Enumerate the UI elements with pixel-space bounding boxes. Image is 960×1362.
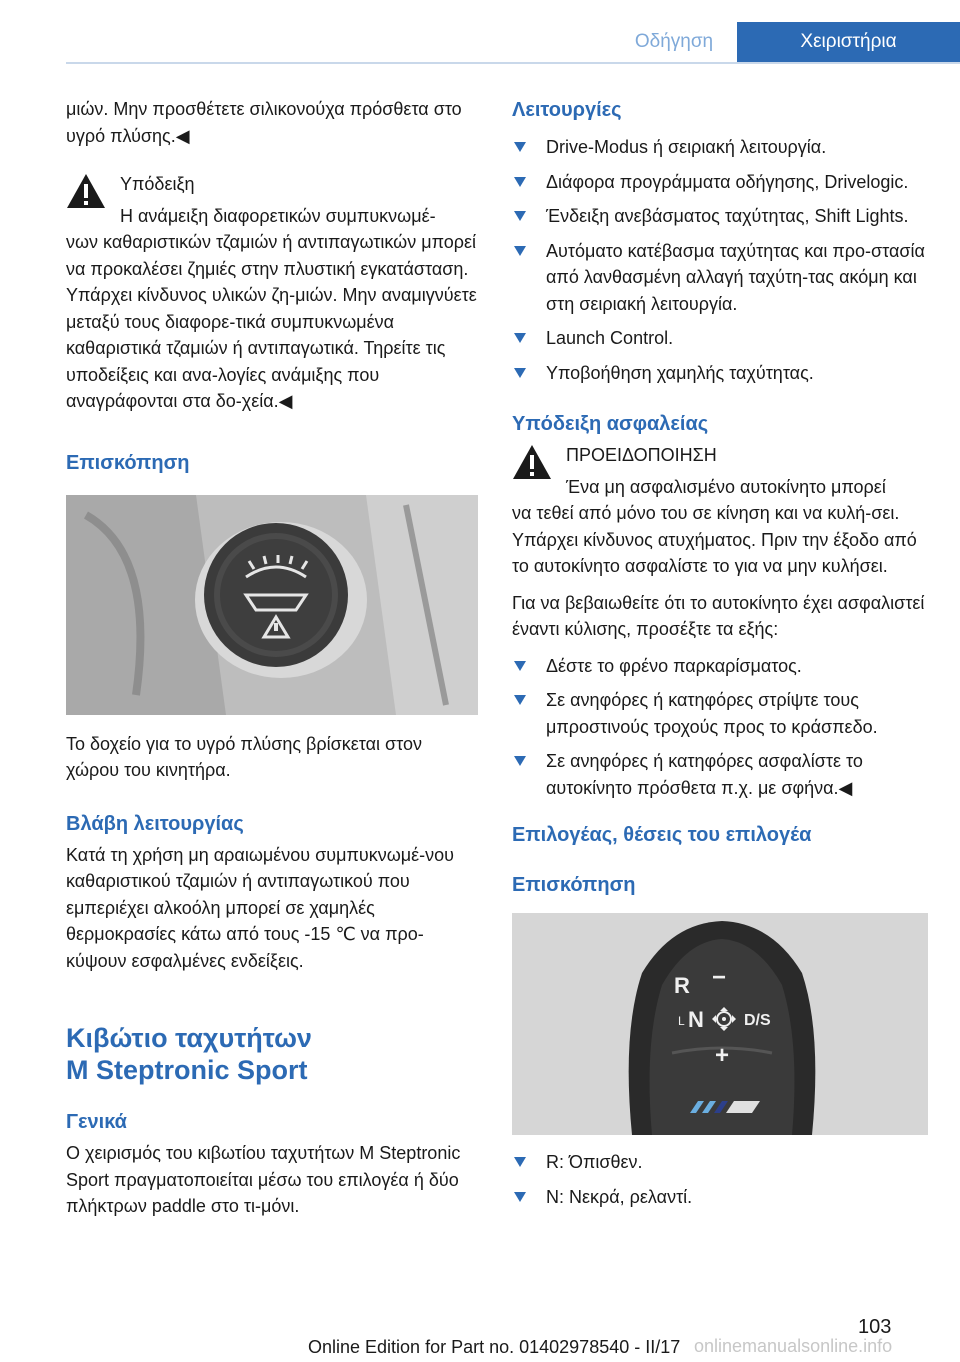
- bullet-triangle-icon: [514, 142, 526, 152]
- bullet-triangle-icon: [514, 368, 526, 378]
- washer-reservoir-photo: [66, 495, 478, 715]
- gear-label-n: N: [688, 1007, 704, 1032]
- photo-caption: Το δοχείο για το υγρό πλύσης βρίσκεται στον χώρου του κινητήρα.: [66, 733, 423, 780]
- list-item: Ένδειξη ανεβάσματος ταχύτητας, Shift Lights.: [512, 203, 928, 230]
- general-heading: Γενικά: [66, 1111, 127, 1133]
- bullet-triangle-icon: [514, 211, 526, 221]
- gear-label-minus: −: [712, 964, 727, 991]
- selector-overview-heading: Επισκόπηση: [512, 874, 636, 896]
- note-line-1: Η ανάμειξη διαφορετικών συμπυκνωμέ-: [120, 205, 436, 226]
- secure-intro: Για να βεβαιωθείτε ότι το αυτοκίνητο έχει ασφαλιστεί έναντι κύλισης, προσέξτε τα εξής:: [512, 592, 925, 639]
- list-item: N: Νεκρά, ρελαντί.: [512, 1184, 928, 1211]
- warning-title: ΠΡΟΕΙΔΟΠΟΙΗΣΗ: [566, 445, 717, 465]
- tab-controls[interactable]: Χειριστήρια: [737, 22, 960, 62]
- list-item: Σε ανηφόρες ή κατηφόρες ασφαλίστε το αυτοκίνητο πρόσθετα π.χ. με σφήνα.◀: [512, 748, 928, 801]
- gear-label-l: L: [678, 1014, 685, 1028]
- note-line-rest: νων καθαριστικών τζαμιών ή αντιπαγωτικών μπορεί να προκαλέσει ζημιές στην πλυστική εγκατάσταση. Υπάρχει κίνδυνος υλικών ζη-μιών. Μην αναμιγνύετε μεταξύ τους διαφορε-τικά συμπυκνωμένα καθαριστικά τζαμιών ή αντιπαγωτικά. Τηρείτε τις υποδείξεις και ανα-λογίες ανάμιξης που αναγράφονται στα δο-χεία.◀: [66, 232, 477, 411]
- list-item: Σε ανηφόρες ή κατηφόρες στρίψτε τους μπροστινούς τροχούς προς το κράσπεδο.: [512, 687, 928, 740]
- list-item: Δέστε το φρένο παρκαρίσματος.: [512, 653, 928, 680]
- note-block: [66, 171, 478, 415]
- warning-first-line: Ένα μη ασφαλισμένο αυτοκίνητο μπορεί: [566, 476, 886, 497]
- malfunction-heading: Βλάβη λειτουργίας: [66, 812, 244, 835]
- edition-text: Online Edition for Part no. 01402978540 - II/17: [308, 1337, 681, 1357]
- list-item: Drive-Modus ή σειριακή λειτουργία.: [512, 134, 928, 161]
- safety-heading: Υπόδειξη ασφαλείας: [512, 413, 709, 435]
- bullet-triangle-icon: [514, 661, 526, 671]
- bullet-triangle-icon: [514, 1192, 526, 1202]
- gear-selector-photo: [512, 913, 928, 1135]
- warning-block: [512, 442, 928, 580]
- right-column: [512, 96, 928, 1218]
- bullet-triangle-icon: [514, 1157, 526, 1167]
- gear-label-r: R: [674, 973, 690, 998]
- list-item: Διάφορα προγράμματα οδήγησης, Drivelogic.: [512, 169, 928, 196]
- intro-text: μιών. Μην προσθέτετε σιλικονούχα πρόσθετα στο υγρό πλύσης.◀: [66, 99, 462, 146]
- page-number: 103: [858, 1316, 892, 1338]
- secure-steps-list: [512, 653, 928, 802]
- bullet-triangle-icon: [514, 333, 526, 343]
- list-item: R: Όπισθεν.: [512, 1149, 928, 1176]
- bullet-triangle-icon: [514, 695, 526, 705]
- bullet-triangle-icon: [514, 246, 526, 256]
- header-rule: [66, 62, 960, 64]
- functions-heading: Λειτουργίες: [512, 99, 622, 121]
- warning-triangle-icon: [66, 173, 106, 209]
- section-title-line-1: Κιβώτιο ταχυτήτων: [66, 1023, 312, 1053]
- list-item: Υποβοήθηση χαμηλής ταχύτητας.: [512, 360, 928, 387]
- list-item: Launch Control.: [512, 325, 928, 352]
- positions-list: [512, 1149, 928, 1210]
- gear-label-plus: +: [715, 1042, 730, 1069]
- left-column: [66, 96, 478, 1220]
- bullet-triangle-icon: [514, 177, 526, 187]
- warning-triangle-icon: [512, 444, 552, 480]
- section-title-line-2: M Steptronic Sport: [66, 1055, 308, 1085]
- list-item: Αυτόματο κατέβασμα ταχύτητας και προ-στασία από λανθασμένη αλλαγή ταχύτη-τας ακόμη και στη σειριακή λειτουργία.: [512, 238, 928, 318]
- note-title: Υπόδειξη: [120, 174, 195, 194]
- overview-heading: Επισκόπηση: [66, 451, 190, 474]
- malfunction-text: Κατά τη χρήση μη αραιωμένου συμπυκνωμέ-νου καθαριστικού τζαμιών ή αντιπαγωτικού που εμπεριέχει αλκοόλη μπορεί σε χαμηλές θερμοκρασίες κάτω από τους -15 ℃ να προ-κύψουν εσφαλμένες ενδείξεις.: [66, 844, 455, 971]
- functions-list: [512, 134, 928, 386]
- watermark-text: onlinemanualsonline.info: [694, 1336, 893, 1356]
- tab-driving[interactable]: Οδήγηση: [634, 31, 714, 52]
- bullet-triangle-icon: [514, 756, 526, 766]
- general-text: Ο χειρισμός του κιβωτίου ταχυτήτων M Steptronic Sport πραγματοποιείται μέσω του επιλογέα ή δύο πλήκτρων paddle στο τι-μόνι.: [66, 1143, 461, 1216]
- warning-text: να τεθεί από μόνο του σε κίνηση και να κυλή-σει. Υπάρχει κίνδυνος ατυχήματος. Πριν την έξοδο από το αυτοκίνητο ασφαλίστε το για να μην κυλήσει.: [512, 503, 917, 576]
- gear-label-ds: D/S: [744, 1012, 771, 1029]
- selector-heading: Επιλογέας, θέσεις του επιλογέα: [512, 824, 812, 846]
